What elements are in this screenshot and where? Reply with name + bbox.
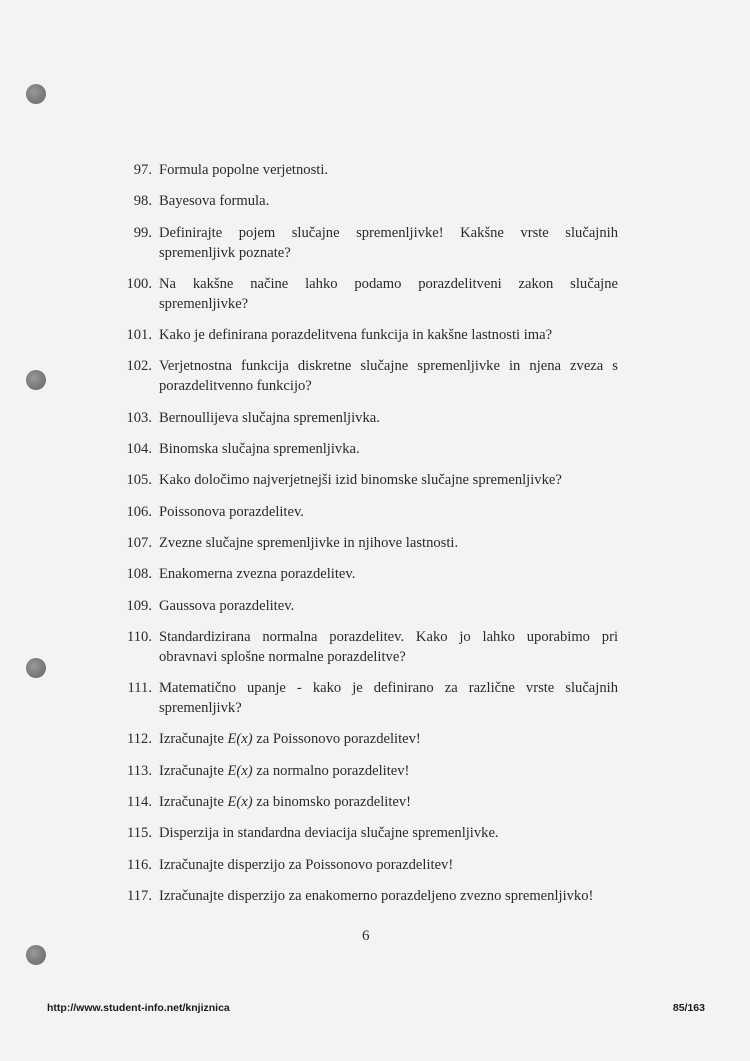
question-text-after: za binomsko porazdelitev! <box>252 794 412 811</box>
question-text: Na kakšne načine lahko podamo porazdelitveni zakon slučajne spremenljivke? <box>159 275 618 312</box>
question-number: 104. <box>126 441 152 458</box>
question-number: 112. <box>127 731 152 748</box>
question-item <box>118 223 618 263</box>
math-expression: E(x) <box>227 794 253 811</box>
question-text: Matematično upanje - kako je definirano za različne vrste slučajnih spremenljivk? <box>159 680 618 717</box>
question-number: 103. <box>126 409 152 426</box>
question-item <box>118 439 618 459</box>
question-text-before: Izračunajte <box>159 731 228 748</box>
question-number: 111. <box>127 680 152 697</box>
math-expression: E(x) <box>227 762 253 779</box>
question-text: Kako je definirana porazdelitvena funkcija in kakšne lastnosti ima? <box>159 327 553 344</box>
question-item <box>118 886 618 906</box>
question-text: Bayesova formula. <box>159 193 270 210</box>
question-text: Disperzija in standardna deviacija slučajne spremenljivke. <box>159 825 499 842</box>
question-item <box>118 823 618 843</box>
question-number: 107. <box>126 534 152 551</box>
question-item <box>118 533 618 553</box>
question-number: 98. <box>133 193 152 210</box>
question-number: 113. <box>127 762 152 779</box>
question-item <box>118 596 618 616</box>
question-text-after: za normalno porazdelitev! <box>252 762 410 779</box>
question-number: 101. <box>126 327 152 344</box>
question-text: Gaussova porazdelitev. <box>159 597 295 614</box>
question-item <box>118 274 618 314</box>
question-number: 99. <box>133 224 152 241</box>
question-item <box>118 160 618 180</box>
punch-hole-lower-middle <box>26 658 46 678</box>
question-text: Poissonova porazdelitev. <box>159 503 304 520</box>
question-item <box>118 191 618 211</box>
question-number: 97. <box>133 162 152 178</box>
question-number: 106. <box>126 503 152 520</box>
punch-hole-bottom <box>26 945 46 965</box>
question-number: 108. <box>126 566 152 583</box>
question-item <box>118 564 618 584</box>
question-number: 114. <box>127 794 152 811</box>
question-number: 115. <box>127 825 152 842</box>
question-number: 110. <box>127 628 152 645</box>
question-text <box>159 729 618 749</box>
punch-hole-top <box>26 84 46 104</box>
question-text: Definirajte pojem slučajne spremenljivke! Kakšne vrste slučajnih spremenljivk poznate? <box>159 224 618 261</box>
question-text: Kako določimo najverjetnejši izid binomske slučajne spremenljivke? <box>159 472 562 489</box>
question-item <box>118 855 618 875</box>
question-text: Binomska slučajna spremenljivka. <box>159 441 360 458</box>
question-number: 100. <box>126 275 152 292</box>
punch-hole-upper-middle <box>26 370 46 390</box>
question-text: Izračunajte disperzijo za Poissonovo porazdelitev! <box>159 856 454 873</box>
question-text: Enakomerna zvezna porazdelitev. <box>159 566 356 583</box>
question-text <box>159 792 618 812</box>
question-number: 117. <box>127 887 152 904</box>
question-text <box>159 761 618 781</box>
question-item <box>118 678 618 718</box>
question-number: 105. <box>126 472 152 489</box>
question-number: 109. <box>126 597 152 614</box>
question-item <box>118 627 618 667</box>
math-expression: E(x) <box>227 731 253 748</box>
question-item <box>118 470 618 490</box>
question-text-after: za Poissonovo porazdelitev! <box>252 731 421 748</box>
question-text: Formula popolne verjetnosti. <box>159 162 329 178</box>
question-item <box>118 325 618 345</box>
question-item <box>118 729 618 749</box>
question-text: Bernoullijeva slučajna spremenljivka. <box>159 409 380 426</box>
footer-page-count: 85/163 <box>672 1002 705 1014</box>
question-text: Verjetnostna funkcija diskretne slučajne spremenljivke in njena zveza s porazdelitvenno funkcijo? <box>159 358 618 395</box>
question-text-before: Izračunajte <box>159 794 228 811</box>
question-item <box>118 502 618 522</box>
question-number: 116. <box>127 856 152 873</box>
question-text: Standardizirana normalna porazdelitev. Kako jo lahko uporabimo pri obravnavi splošne normalne porazdelitve? <box>159 628 618 665</box>
footer-url-link[interactable]: http://www.student-info.net/knjiznica <box>47 1002 230 1014</box>
question-text: Izračunajte disperzijo za enakomerno porazdeljeno zvezno spremenljivko! <box>159 887 594 904</box>
question-item <box>118 408 618 428</box>
page-number: 6 <box>362 928 370 944</box>
question-text-before: Izračunajte <box>159 762 228 779</box>
question-list <box>118 160 618 917</box>
question-number: 102. <box>126 358 152 375</box>
question-text: Zvezne slučajne spremenljivke in njihove lastnosti. <box>159 534 459 551</box>
question-item <box>118 761 618 781</box>
question-item <box>118 792 618 812</box>
question-item <box>118 356 618 396</box>
